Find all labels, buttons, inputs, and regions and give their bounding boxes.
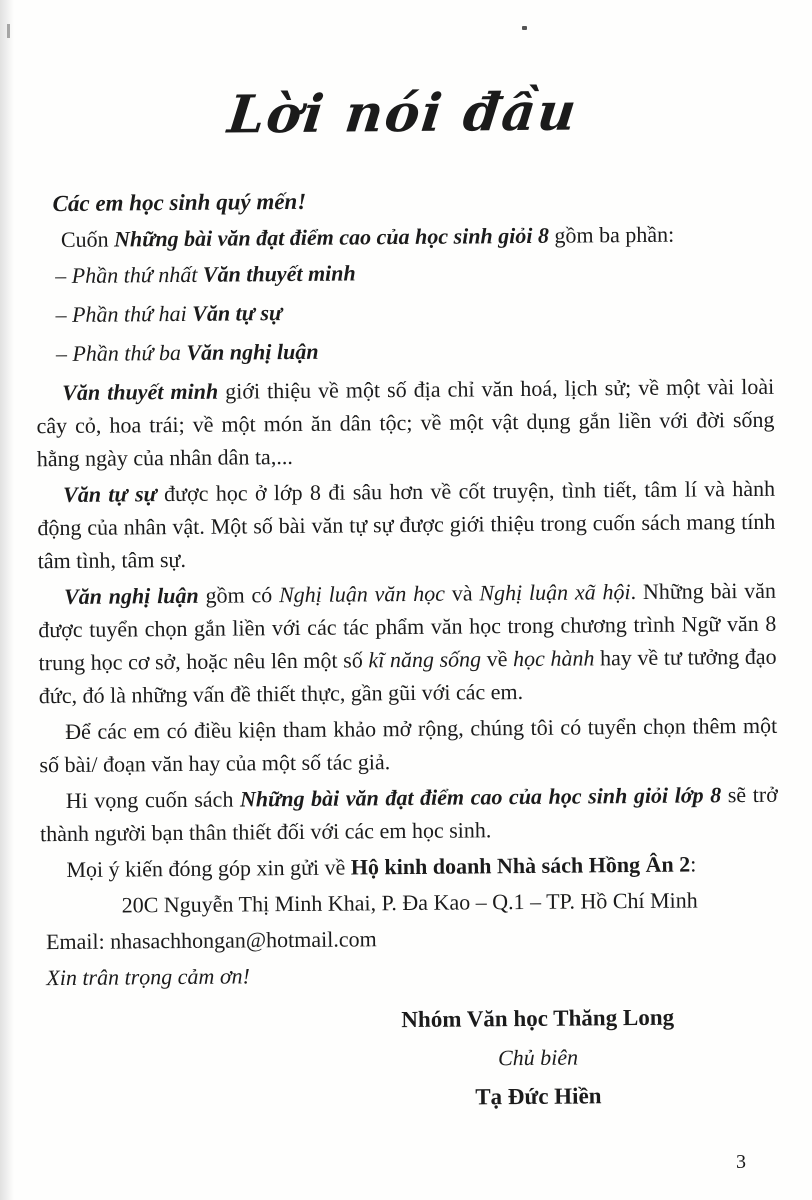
text-run: Các em học sinh quý mến! [52,188,307,217]
text-run: học hành [512,645,595,672]
text-run: Xin trân trọng cảm ơn! [46,963,251,991]
text-run: 20C Nguyễn Thị Minh Khai, P. Đa Kao – Q.1 – TP. Hồ Chí Minh [121,887,698,918]
text-run: – Phần thứ ba [55,339,187,367]
text-run: hay về tư tưởng đạo đức, đó là những vấn đề thiết thực, gần gũi với các em. [38,643,777,709]
text-run: Văn nghị luận [186,338,319,365]
paragraph-tu-su-desc [37,472,776,577]
text-run: Văn thuyết minh [62,378,219,406]
text-run: Nghị luận xã hội [479,579,631,606]
paragraph-intro [35,217,773,256]
text-run: giới thiệu về một số địa chỉ văn hoá, lịch sử; về một vài loài cây cỏ, hoa trái; về một món ăn dân tộc; về một vật dụng gắn liền với đời sống hằng ngày của nhân dân ta,... [36,373,775,472]
text-run: : [690,851,697,877]
scan-speck [522,26,527,30]
paragraph-email [41,919,779,958]
text-run: gồm có [198,582,280,608]
page-title: Lời nói đầu [224,81,581,146]
text-run: Văn thuyết minh [202,260,356,287]
text-run: về [480,646,514,672]
text-run: và [444,580,480,606]
text-run: – Phần thứ nhất [55,261,203,289]
text-run: Những bài văn đạt điểm cao của học sinh giỏi lớp 8 [239,782,722,812]
paragraph-part-2 [35,292,773,331]
paragraph-address [41,883,779,922]
paragraph-hope [40,778,779,850]
scan-speck-left [7,24,10,38]
signature-block [348,1004,729,1111]
text-run: Hi vọng cuốn sách [65,786,241,813]
page-content [34,75,781,1114]
signature-role: Chủ biên [497,1044,579,1071]
scan-gutter-shadow [0,0,14,1200]
paragraph-thuyet-minh-desc [36,370,775,475]
text-run: Hộ kinh doanh Nhà sách Hồng Ân 2 [350,851,691,880]
signature-group-name: Nhóm Văn học Thăng Long [401,1004,675,1033]
text-run: kĩ năng sống [368,646,482,673]
text-run: Văn tự sự [192,300,283,326]
body-paragraphs [34,181,779,994]
text-run: – Phần thứ hai [55,300,193,328]
page-number: 3 [736,1151,746,1173]
text-run: Mọi ý kiến đóng góp xin gửi về [66,854,351,882]
text-run: Email: nhasachhongan@hotmail.com [45,926,377,955]
text-run: Văn tự sự [63,481,157,507]
paragraph-nghi-luan-desc [38,574,777,712]
paragraph-part-3 [36,331,774,370]
text-run: Để các em có điều kiện tham khảo mở rộng, chúng tôi có tuyển chọn thêm một số bài/ đoạn văn hay của một số tác giả. [39,712,778,778]
paragraph-greeting [34,181,772,220]
text-run: Văn nghị luận [63,582,199,609]
text-run: được học ở lớp 8 đi sâu hơn về cốt truyện, tình tiết, tâm lí và hành động của nhân vật. Một số bài văn tự sự được giới thiệu trong cuốn sách mang tính tâm tình, tâm sự. [37,475,776,574]
signature-editor-name: Tạ Đức Hiền [475,1083,602,1110]
text-run: gồm ba phần: [548,221,675,248]
text-run: Cuốn [60,226,115,253]
paragraph-extra-selection [39,709,778,781]
paragraph-feedback [40,847,778,886]
text-run: Những bài văn đạt điểm cao của học sinh giỏi 8 [113,222,550,252]
paragraph-thanks [41,955,779,994]
text-run: . Những bài văn được tuyển chọn gắn liền với các tác phẩm văn học trong chương trình Ngữ văn 8 trung học cơ sở, hoặc nêu lên một số [38,577,777,676]
paragraph-part-1 [35,253,773,292]
text-run: Nghị luận văn học [278,580,446,608]
text-run: sẽ trở thành người bạn thân thiết đối với các em học sinh. [39,781,778,847]
